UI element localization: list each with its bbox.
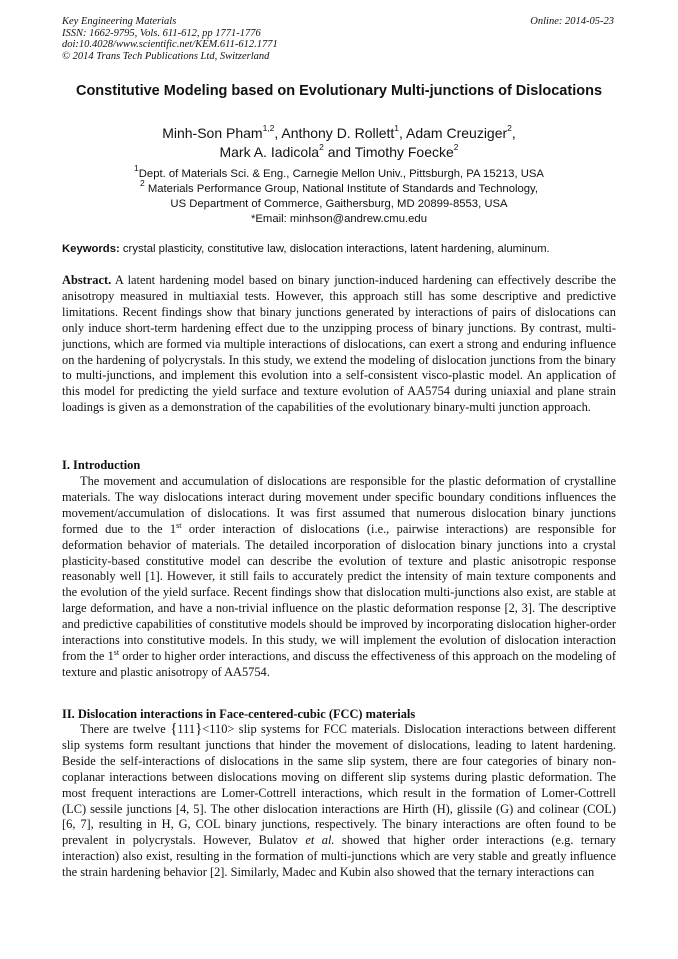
miller-plane: 111 xyxy=(177,722,196,736)
author-affil-sup: 2 xyxy=(507,123,512,134)
affil-text: Dept. of Materials Sci. & Eng., Carnegie Mellon Univ., Pittsburgh, PA 15213, USA xyxy=(138,168,544,180)
corresponding-email[interactable]: *Email: minhson@andrew.cmu.edu xyxy=(251,213,427,225)
introduction-paragraph xyxy=(62,474,616,681)
et-al: et al. xyxy=(305,833,335,848)
math-brace: } xyxy=(195,721,203,737)
journal-doi[interactable]: doi:10.4028/www.scientific.net/KEM.611-612.1771 xyxy=(62,39,278,51)
ordinal-sup: st xyxy=(113,647,120,657)
section2-paragraph xyxy=(62,722,616,881)
author-name: , Adam Creuziger xyxy=(399,125,508,141)
paragraph-text: slip systems for FCC materials. Dislocation interactions between different slip systems form resultant junctions that hinder the movement of dislocations, leading to latent hardening. Beside the self-interactions of dislocations in the same slip system, there are four categories of binary non-coplanar interactions between dislocations moving on different slip systems during plastic deformation. The most frequent interactions are Lomer-Cottrell interactions, which result in the formation of Lomer-Cottrell (LC) sessile junctions [4, 5]. The other dislocation interactions are Hirth (H), glissile (G) and colinear (COL) [6, 7], resulting in H, G, COL binary junctions, respectively. The binary interactions are often found to be prevalent in polycrystals. However, Bulatov xyxy=(62,722,616,848)
paragraph-text: order interaction of dislocations (i.e., pairwise interactions) are responsible for deformation behavior of materials. The detailed incorporation of dislocation binary junctions into a crystal plasticity-based constitutive model can describe the evolution of texture and plastic anisotropic response reasonably well [1]. However, it still fails to accurately predict the intensity of main texture components and the evolution of the yield surface. Recent findings show that dislocation multi-junctions also exist, are stable at large deformation, and have a non-trivial influence on the plastic deformation response [2, 3]. The descriptive and predictive capabilities of constitutive models should be improved by incorporating dislocation higher-order interactions into constitutive models. In this study, we will implement the evolution of dislocation interaction from the 1 xyxy=(62,521,616,663)
miller-direction: <110> xyxy=(202,722,235,736)
affiliation-1 xyxy=(62,163,616,182)
affil-sup: 1 xyxy=(134,163,139,174)
journal-name: Key Engineering Materials xyxy=(62,16,177,27)
author-name: , Anthony D. Rollett xyxy=(274,125,395,141)
author-affil-sup: 1,2 xyxy=(262,123,275,134)
journal-copyright: © 2014 Trans Tech Publications Ltd, Switzerland xyxy=(62,50,270,62)
author-name: Minh-Son Pham xyxy=(162,125,263,141)
author-line-1 xyxy=(62,124,616,143)
journal-header xyxy=(62,16,278,62)
online-date: Online: 2014-05-23 xyxy=(530,16,614,27)
paragraph-text: There are twelve xyxy=(80,722,171,736)
affil-sup: 2 xyxy=(139,178,145,189)
abstract-text: A latent hardening model based on binary junction-induced hardening can effectively describe the anisotropy measured in multiaxial tests. However, this approach still has some descriptive and predictive limitations. Recent findings show that binary junctions generated by interactions of pairs of dislocations can only induce short-term hardening effect due to the unzipping process of binary junctions. By contrast, multi-junctions, which are formed via multiple interactions of dislocations, can exert a strong and enduring influence on the hardening of polycrystals. In this study, we extend the modeling of dislocation junctions from the binary to multi-junctions, and implement this evolution into a self-consistent visco-plastic model. An application of this model for predicting the yield surface and texture evolution of AA5754 during uniaxial and plane strain loadings is given as a demonstration of the capabilities of the evolutionary binary-multi junction approach. xyxy=(62,273,616,415)
keywords xyxy=(62,242,622,256)
paragraph-text: order to higher order interactions, and discuss the effectiveness of this approach on the modeling of texture and plastic anisotropy of AA5754. xyxy=(62,648,616,679)
ordinal-sup: st xyxy=(176,520,182,530)
author-name: and Timothy Foecke xyxy=(323,144,454,160)
keywords-text: crystal plasticity, constitutive law, dislocation interactions, latent hardening, aluminum. xyxy=(119,243,550,255)
author-list xyxy=(62,124,616,162)
affiliations xyxy=(62,163,616,227)
affiliation-2 xyxy=(62,178,616,197)
author-affil-sup: 2 xyxy=(453,142,459,153)
section-heading-dislocation-interactions: II. Dislocation interactions in Face-centered-cubic (FCC) materials xyxy=(62,707,416,721)
paper-title: Constitutive Modeling based on Evolutionary Multi-junctions of Dislocations xyxy=(75,83,603,99)
abstract xyxy=(62,273,616,416)
author-affil-sup: 2 xyxy=(319,142,324,153)
journal-issn: ISSN: 1662-9795, Vols. 611-612, pp 1771-1776 xyxy=(62,27,261,39)
abstract-label: Abstract. xyxy=(62,273,112,287)
math-brace: { xyxy=(170,721,178,737)
paragraph-text: showed that higher order interactions (e.g. ternary interaction) also exist, resulting in the formation of multi-junctions which are very stable and greatly influence the strain hardening behavior [2]. Similarly, Madec and Kubin also showed that the ternary interactions can xyxy=(62,833,616,880)
keywords-label: Keywords: xyxy=(62,243,120,255)
author-separator: , xyxy=(511,125,516,141)
section-heading-introduction: I. Introduction xyxy=(62,458,141,472)
author-line-2 xyxy=(62,143,616,162)
paragraph-text: The movement and accumulation of dislocations are responsible for the plastic deformation of crystalline materials. The way dislocations interact during movement under specific boundary conditions influences the movement/accumulation of dislocations. It was first assumed that numerous dislocation binary junctions formed due to the 1 xyxy=(62,474,616,536)
affiliation-3: US Department of Commerce, Gaithersburg, MD 20899-8553, USA xyxy=(170,198,508,210)
author-name: Mark A. Iadicola xyxy=(219,144,320,160)
affil-text: Materials Performance Group, National Institute of Standards and Technology, xyxy=(144,183,539,195)
author-affil-sup: 1 xyxy=(394,123,399,134)
